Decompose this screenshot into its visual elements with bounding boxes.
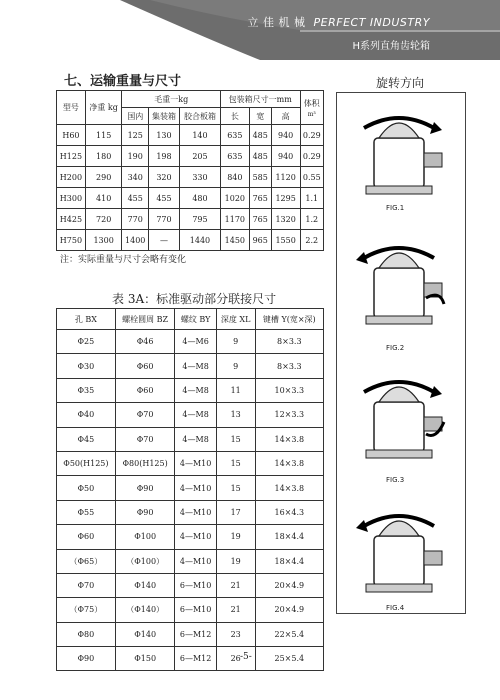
table-cell: 6—M12	[175, 622, 216, 646]
table-cell: 4—M10	[175, 500, 216, 524]
table-cell: 180	[85, 146, 122, 167]
table-cell: 6—M12	[175, 647, 216, 671]
fig-2-label: FIG.2	[386, 344, 405, 352]
table-cell: （Φ65）	[57, 549, 116, 573]
table-cell: 340	[122, 167, 149, 188]
table-cell: Φ25	[57, 330, 116, 354]
table-cell: Φ40	[57, 403, 116, 427]
sub-height: 高	[271, 108, 300, 125]
table-cell: Φ90	[57, 647, 116, 671]
table-cell: 19	[216, 525, 255, 549]
table-cell: 770	[148, 209, 179, 230]
table-row	[57, 167, 324, 188]
table-cell: Φ80(H125)	[115, 451, 175, 475]
table-cell: Φ70	[57, 573, 116, 597]
table-cell: 15	[216, 451, 255, 475]
table-cell: 9	[216, 330, 255, 354]
table-cell: H750	[57, 230, 86, 251]
table-cell: 4—M10	[175, 451, 216, 475]
table-cell: 18×4.4	[255, 525, 323, 549]
table-row	[57, 188, 324, 209]
table-cell: 455	[148, 188, 179, 209]
weight-dimension-table	[56, 90, 324, 251]
table-cell: H60	[57, 125, 86, 146]
table-cell: 8×3.3	[255, 354, 323, 378]
table-cell: 26	[216, 647, 255, 671]
table-note: 注：实际重量与尺寸会略有变化	[60, 255, 187, 265]
table-cell: 1320	[271, 209, 300, 230]
table-row	[57, 573, 324, 597]
table-cell: 1300	[85, 230, 122, 251]
table-cell: 1440	[179, 230, 220, 251]
table-cell: 2.2	[300, 230, 323, 251]
table-cell: 765	[249, 188, 271, 209]
table-cell: 4—M8	[175, 354, 216, 378]
table-row	[57, 330, 324, 354]
table-cell: 1170	[220, 209, 249, 230]
table-cell: （Φ140）	[115, 598, 175, 622]
table-cell: 4—M8	[175, 427, 216, 451]
table-cell: 21	[216, 573, 255, 597]
table-cell: 330	[179, 167, 220, 188]
table-cell: Φ90	[115, 500, 175, 524]
table-cell: 720	[85, 209, 122, 230]
table-cell: Φ46	[115, 330, 175, 354]
table-cell: 485	[249, 146, 271, 167]
table-cell: Φ50	[57, 476, 116, 500]
column-header: 螺栓圆周 BZ	[115, 309, 175, 330]
table-cell: 1400	[122, 230, 149, 251]
table-cell: 410	[85, 188, 122, 209]
table-cell: Φ70	[115, 403, 175, 427]
table-cell: 1450	[220, 230, 249, 251]
page-number: -5-	[240, 652, 252, 662]
sub-container: 集装箱	[148, 108, 179, 125]
col-gross-weight: 毛重一kg	[122, 91, 220, 108]
table-cell: 20×4.9	[255, 573, 323, 597]
table-cell: 4—M10	[175, 525, 216, 549]
table-cell: Φ50(H125)	[57, 451, 116, 475]
table-row	[57, 125, 324, 146]
table-cell: 4—M10	[175, 476, 216, 500]
table-row	[57, 354, 324, 378]
company-logo	[0, 0, 40, 40]
sub-plywood: 胶合板箱	[179, 108, 220, 125]
table-cell: 485	[249, 125, 271, 146]
table-cell: 1550	[271, 230, 300, 251]
table-cell: 15	[216, 427, 255, 451]
rotation-title: 旋转方向	[376, 76, 425, 90]
table-row	[57, 146, 324, 167]
table-cell: 4—M8	[175, 403, 216, 427]
table-row	[57, 598, 324, 622]
table-cell: Φ35	[57, 378, 116, 402]
table-cell: 18×4.4	[255, 549, 323, 573]
table-row	[57, 230, 324, 251]
table-cell: Φ140	[115, 622, 175, 646]
table-row	[57, 427, 324, 451]
table-cell: H300	[57, 188, 86, 209]
table-cell: 1295	[271, 188, 300, 209]
table-cell: 1020	[220, 188, 249, 209]
table-cell: 19	[216, 549, 255, 573]
table-row	[57, 622, 324, 646]
volume-unit: m³	[307, 110, 316, 118]
table-cell: 130	[148, 125, 179, 146]
table-cell: H200	[57, 167, 86, 188]
table-cell: 22×5.4	[255, 622, 323, 646]
table-row	[57, 378, 324, 402]
table-cell: 4—M8	[175, 378, 216, 402]
table-cell: 23	[216, 622, 255, 646]
column-header: 深度 XL	[216, 309, 255, 330]
table-cell: 0.55	[300, 167, 323, 188]
table-cell: Φ60	[115, 378, 175, 402]
col-pack-size: 包装箱尺寸一mm	[220, 91, 300, 108]
table-cell: 4—M6	[175, 330, 216, 354]
table-row	[57, 549, 324, 573]
table-cell: 4—M10	[175, 549, 216, 573]
brand-name	[248, 14, 430, 30]
section-title: 七、运输重量与尺寸	[64, 74, 182, 89]
table-row	[57, 451, 324, 475]
table-row	[57, 525, 324, 549]
table-cell: 635	[220, 146, 249, 167]
table-cell: 1120	[271, 167, 300, 188]
fig-1-label: FIG.1	[386, 204, 405, 212]
table-cell: 14×3.8	[255, 427, 323, 451]
gearbox-fig-4-illustration	[344, 496, 454, 606]
col-model: 型号	[57, 91, 86, 125]
table-cell: 14×3.8	[255, 476, 323, 500]
fig-3-label: FIG.3	[386, 476, 405, 484]
table-cell: 8×3.3	[255, 330, 323, 354]
table-cell: 16×4.3	[255, 500, 323, 524]
table-cell: 320	[148, 167, 179, 188]
column-header: 螺纹 BY	[175, 309, 216, 330]
header-band	[0, 0, 500, 60]
table-cell: 1.1	[300, 188, 323, 209]
table-cell: H125	[57, 146, 86, 167]
table-cell: 290	[85, 167, 122, 188]
table-cell: 965	[249, 230, 271, 251]
table-cell: 10×3.3	[255, 378, 323, 402]
table-cell: 198	[148, 146, 179, 167]
series-subtitle: H系列直角齿轮箱	[352, 41, 430, 52]
table-cell: 940	[271, 125, 300, 146]
table-row	[57, 647, 324, 671]
col-volume: 体积 m³	[300, 91, 323, 125]
table-cell: 15	[216, 476, 255, 500]
table-cell: 14×3.8	[255, 451, 323, 475]
table-cell: （Φ100）	[115, 549, 175, 573]
table-cell: Φ60	[115, 354, 175, 378]
table-row	[57, 209, 324, 230]
table-cell: 20×4.9	[255, 598, 323, 622]
column-header: 孔 BX	[57, 309, 116, 330]
table-cell: 11	[216, 378, 255, 402]
table-cell: Φ60	[57, 525, 116, 549]
brand-name-en: PERFECT INDUSTRY	[313, 16, 430, 29]
table-cell: 6—M10	[175, 598, 216, 622]
table-cell: 13	[216, 403, 255, 427]
table-cell: 480	[179, 188, 220, 209]
brand-name-cn: 立 佳 机 械	[247, 16, 306, 29]
table-cell: 795	[179, 209, 220, 230]
table-cell: 25×5.4	[255, 647, 323, 671]
table-cell: Φ45	[57, 427, 116, 451]
table-cell: （Φ75）	[57, 598, 116, 622]
table-cell: Φ100	[115, 525, 175, 549]
table-cell: 190	[122, 146, 149, 167]
table-row	[57, 403, 324, 427]
table-cell: Φ30	[57, 354, 116, 378]
table-cell: Φ70	[115, 427, 175, 451]
table-cell: 115	[85, 125, 122, 146]
table-cell: 6—M10	[175, 573, 216, 597]
table-cell: 205	[179, 146, 220, 167]
table-cell: 585	[249, 167, 271, 188]
table-cell: 765	[249, 209, 271, 230]
table-cell: 21	[216, 598, 255, 622]
table-cell: 0.29	[300, 146, 323, 167]
drive-connection-table	[56, 308, 324, 671]
table-row	[57, 476, 324, 500]
table-cell: 770	[122, 209, 149, 230]
table-cell: —	[148, 230, 179, 251]
gearbox-fig-2-illustration	[344, 228, 454, 338]
drive-table-title: 表 3A：标准驱动部分联接尺寸	[112, 292, 277, 306]
col-net-weight: 净重 kg	[85, 91, 122, 125]
table-cell: 17	[216, 500, 255, 524]
table-cell: 1.2	[300, 209, 323, 230]
gearbox-fig-1-illustration	[344, 98, 454, 208]
table-cell: 840	[220, 167, 249, 188]
table-cell: 140	[179, 125, 220, 146]
table-row	[57, 500, 324, 524]
table-cell: 12×3.3	[255, 403, 323, 427]
table-cell: Φ90	[115, 476, 175, 500]
table-cell: 455	[122, 188, 149, 209]
table-cell: 125	[122, 125, 149, 146]
table-cell: 635	[220, 125, 249, 146]
sub-domestic: 国内	[122, 108, 149, 125]
table-cell: Φ140	[115, 573, 175, 597]
table-cell: Φ150	[115, 647, 175, 671]
sub-length: 长	[220, 108, 249, 125]
column-header: 键槽 Y(宽×深)	[255, 309, 323, 330]
table-cell: 0.29	[300, 125, 323, 146]
sub-width: 宽	[249, 108, 271, 125]
table-cell: 9	[216, 354, 255, 378]
table-cell: 940	[271, 146, 300, 167]
table-cell: Φ80	[57, 622, 116, 646]
fig-4-label: FIG.4	[386, 604, 405, 612]
gearbox-fig-3-illustration	[344, 362, 454, 472]
table-cell: Φ55	[57, 500, 116, 524]
table-cell: H425	[57, 209, 86, 230]
